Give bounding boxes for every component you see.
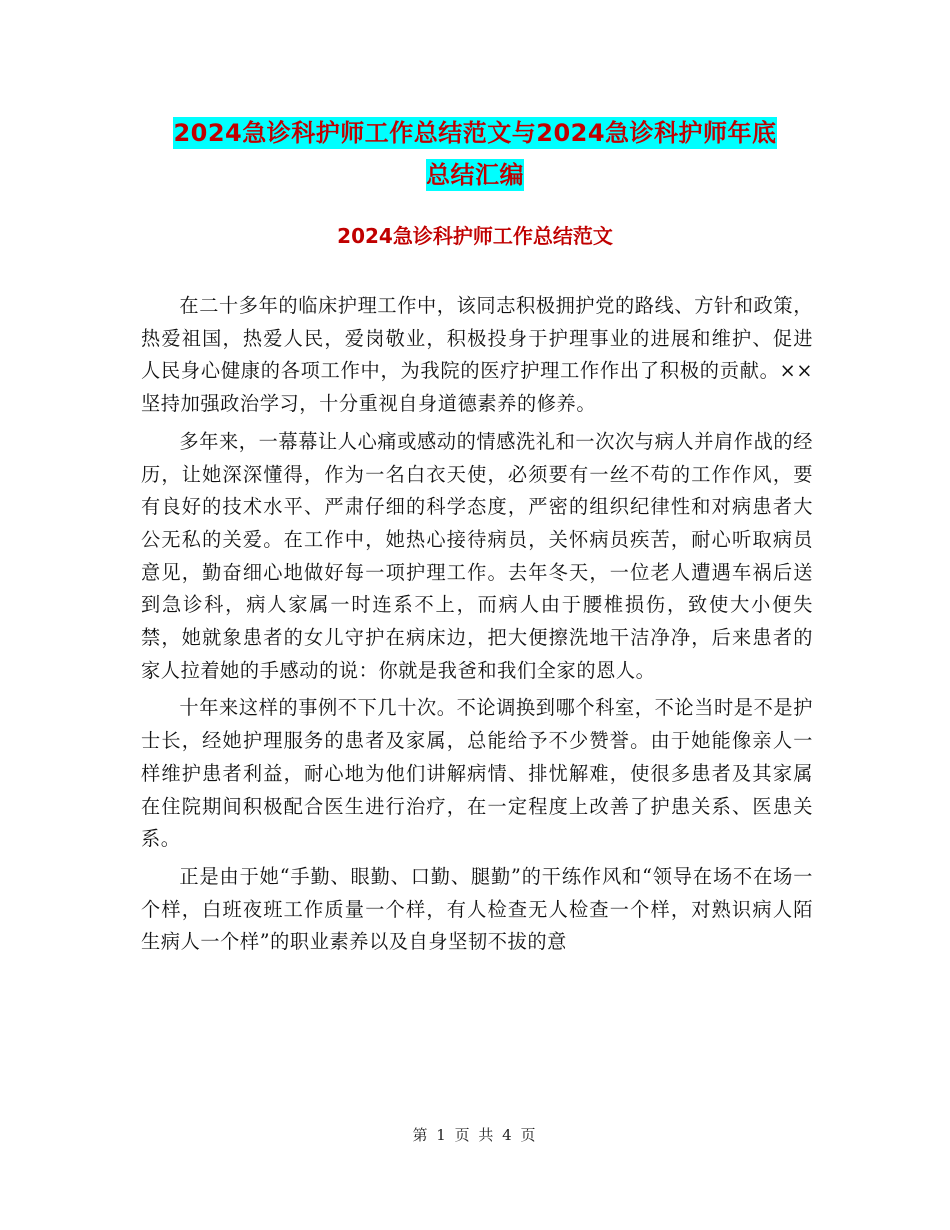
paragraph-1: 在二十多年的临床护理工作中，该同志积极拥护党的路线、方针和政策，热爱祖国，热爱人民，爱岗敬业，积极投身于护理事业的进展和维护、促进人民身心健康的各项工作中，为我院的医疗护理工作作出了积极的贡献。××坚持加强政治学习，十分重视自身道德素养的修养。 (141, 294, 813, 416)
section-heading: 2024急诊科护师工作总结范文 (337, 224, 613, 248)
page-footer: 第 1 页 共 4 页 (412, 1126, 538, 1144)
paragraph-2: 多年来，一幕幕让人心痛或感动的情感洗礼和一次次与病人并肩作战的经历，让她深深懂得，作为一名白衣天使，必须要有一丝不苟的工作作风，要有良好的技术水平、严肃仔细的科学态度，严密的组织纪律性和对病患者大公无私的关爱。在工作中，她热心接待病员，关怀病员疾苦，耐心听取病员意见，勤奋细心地做好每一项护理工作。去年冬天，一位老人遭遇车祸后送到急诊科，病人家属一时连系不上，而病人由于腰椎损伤，致使大小便失禁，她就象患者的女儿守护在病床边，把大便擦洗地干洁净净，后来患者的家人拉着她的手感动的说：你就是我爸和我们全家的恩人。 (141, 429, 813, 682)
body-text (141, 290, 813, 964)
title-line-2: 总结汇编 (426, 161, 524, 189)
document-title (140, 112, 810, 196)
title-line-1: 2024急诊科护师工作总结范文与2024急诊科护师年底 (173, 119, 777, 147)
paragraph-4: 正是由于她“手勤、眼勤、口勤、腿勤”的干练作风和“领导在场不在场一个样，白班夜班工作质量一个样，有人检查无人检查一个样，对熟识病人陌生病人一个样”的职业素养以及自身坚韧不拔的意 (141, 864, 813, 954)
paragraph-3: 十年来这样的事例不下几十次。不论调换到哪个科室，不论当时是不是护士长，经她护理服务的患者及家属，总能给予不少赞誉。由于她能像亲人一样维护患者利益，耐心地为他们讲解病情、排忧解难，使很多患者及其家属在住院期间积极配合医生进行治疗，在一定程度上改善了护患关系、医患关系。 (141, 696, 813, 851)
